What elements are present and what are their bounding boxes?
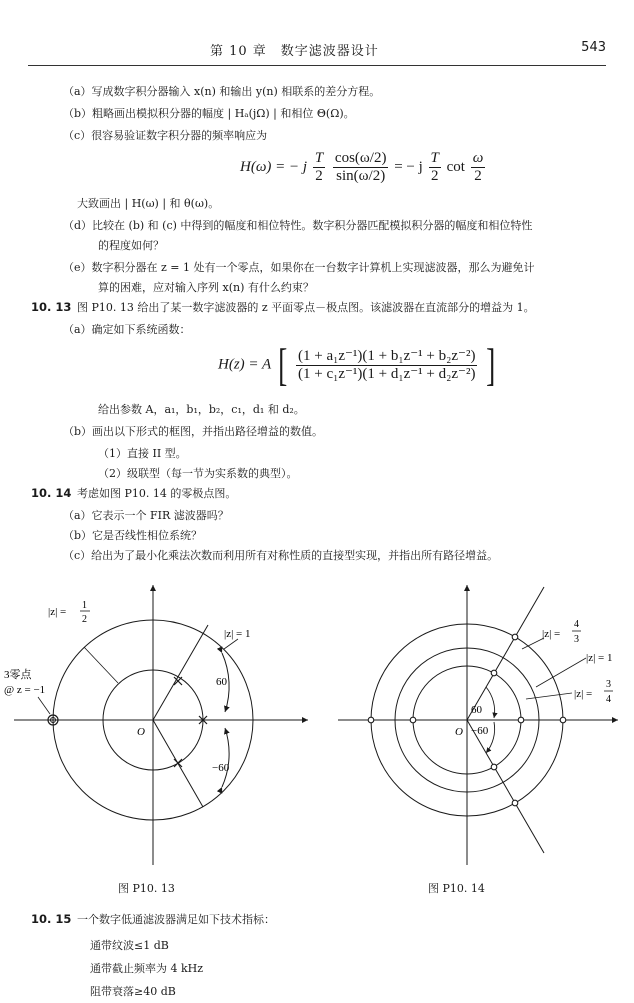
problem-12-e-1: （e）数字积分器在 z = 1 处有一个零点，如果你在一台数字计算机上实现滤波器，那么为避免计 <box>63 261 535 274</box>
fig14-ray-pos <box>467 587 544 720</box>
figure-p10-14 <box>318 575 634 875</box>
fig14-label-4-3-den: 3 <box>574 634 579 645</box>
problem-13-b2: （2）级联型（每一节为实系数的典型）。 <box>98 467 298 480</box>
problem-15-intro: 一个数字低通滤波器满足如下技术指标： <box>77 913 275 926</box>
figure-14-caption: 图 P10. 14 <box>428 882 485 895</box>
problem-15-spec-1: 通带纹波≤1 dB <box>90 939 169 952</box>
fig14-label-4-3-num: 4 <box>574 619 579 630</box>
eq1-t-num: T <box>314 150 324 166</box>
problem-13-a: （a）确定如下系统函数： <box>63 323 191 336</box>
problem-13-b: （b）画出以下形式的框图，并指出路径增益的数值。 <box>63 425 324 438</box>
problem-15-spec-2: 通带截止频率为 4 kHz <box>90 962 204 975</box>
fig14-angle-arc-pos <box>486 687 495 718</box>
eq1-mid: = − j <box>394 158 423 175</box>
eq2-denominator: (1 + c₁z⁻¹)(1 + d₁z⁻¹ + d₂z⁻²) <box>298 365 476 382</box>
eq1-cot: cot <box>446 158 465 175</box>
problem-12-d-2: 的程度如何？ <box>98 239 164 252</box>
figure-13-caption: 图 P10. 13 <box>118 882 175 895</box>
eq1-t2-num: T <box>430 150 439 166</box>
fig13-zeros-label-2: @ z = −1 <box>4 684 46 696</box>
eq1-t-den: 2 <box>315 168 323 184</box>
problem-14-c: （c）给出为了最小化乘法次数而利用所有对称性质的直接型实现，并指出所有路径增益。 <box>63 549 499 562</box>
fig14-label-4-3-prefix: |z| = <box>542 628 561 640</box>
problem-13-intro: 图 P10. 13 给出了某一数字滤波器的 z 平面零点－极点图。该滤波器在直流部分的增益为 1。 <box>77 301 535 314</box>
problem-12-e-2: 算的困难，应对输入序列 x(n) 有什么约束？ <box>98 281 314 294</box>
problem-12-d-1: （d）比较在 (b) 和 (c) 中得到的幅度和相位特性。数字积分器匹配模拟积分器的幅度和相位特性 <box>63 219 533 232</box>
fig14-label-3-4-prefix: |z| = <box>574 688 593 700</box>
fig13-unit-label: |z| = 1 <box>224 628 251 640</box>
eq1-w-num: ω <box>472 150 484 166</box>
problem-12-a: （a）写成数字积分器输入 x(n) 和输出 y(n) 相联系的差分方程。 <box>63 85 381 98</box>
problem-14-intro: 考虑如图 P10. 14 的零极点图。 <box>77 487 237 500</box>
fig14-ray-neg <box>467 720 544 853</box>
eq2-lhs: H(z) = A <box>218 356 272 373</box>
fig14-leader-3-4 <box>526 693 572 699</box>
problem-13-params: 给出参数 A，a₁，b₁，b₂，c₁，d₁ 和 d₂。 <box>98 403 305 416</box>
problem-13-number: 10. 13 <box>31 300 72 314</box>
fig14-angle-neg: −60 <box>471 725 489 737</box>
problem-12-c-note: 大致画出 | H(ω) | 和 θ(ω)。 <box>77 197 220 210</box>
problem-12-c: （c）很容易验证数字积分器的频率响应为 <box>63 129 268 142</box>
fig13-half-label-prefix: |z| = <box>48 606 67 618</box>
header-rule <box>28 65 606 66</box>
fig13-leader-zero <box>38 697 50 714</box>
eq2-numerator: (1 + a₁z⁻¹)(1 + b₁z⁻¹ + b₂z⁻²) <box>298 347 476 364</box>
fig13-angle-pos: 60 <box>216 676 227 688</box>
fig14-origin: O <box>455 726 463 738</box>
problem-15-spec-3: 阻带衰落≥40 dB <box>90 985 176 998</box>
eq1-t2-den: 2 <box>430 168 439 184</box>
fig13-ray-pos <box>153 625 208 720</box>
fig14-label-3-4-num: 3 <box>606 679 611 690</box>
fig13-origin: O <box>137 726 145 738</box>
figure-p10-13 <box>0 575 320 875</box>
eq2-left-bracket: [ <box>278 339 288 390</box>
fig13-zeros-label-1: 3零点 <box>4 669 32 681</box>
fig14-angle-pos: 60 <box>471 704 482 716</box>
problem-13-b1: （1）直接 II 型。 <box>98 447 187 460</box>
fig14-label-3-4-den: 4 <box>606 694 611 705</box>
fig13-half-label-den: 2 <box>82 614 87 625</box>
fig14-unit-label: |z| = 1 <box>586 652 613 664</box>
eq1-w-den: 2 <box>474 168 482 184</box>
eq1-sin: sin(ω/2) <box>336 168 386 184</box>
fig13-half-label-num: 1 <box>82 600 87 611</box>
fig13-angle-neg: −60 <box>212 762 230 774</box>
equation-system-function <box>218 339 499 390</box>
problem-14-a: （a）它表示一个 FIR 滤波器吗？ <box>63 509 229 522</box>
problem-14-number: 10. 14 <box>31 486 72 500</box>
eq1-lhs: H(ω) = − j <box>240 158 308 175</box>
fig13-angle-arc-neg <box>222 728 229 787</box>
eq1-cos: cos(ω/2) <box>334 150 387 166</box>
problem-14-b: （b）它是否线性相位系统？ <box>63 529 203 542</box>
fig13-leader-unit <box>224 639 238 649</box>
eq2-right-bracket: ] <box>486 339 496 390</box>
chapter-header: 第 10 章 数字滤波器设计 <box>210 44 379 59</box>
problem-15-number: 10. 15 <box>31 912 72 926</box>
fig13-leader-half <box>84 647 118 683</box>
page-number: 543 <box>581 40 606 55</box>
problem-12-b: （b）粗略画出模拟积分器的幅度 | Hₐ(jΩ) | 和相位 Θ(Ω)。 <box>63 107 355 120</box>
equation-frequency-response <box>240 150 487 185</box>
